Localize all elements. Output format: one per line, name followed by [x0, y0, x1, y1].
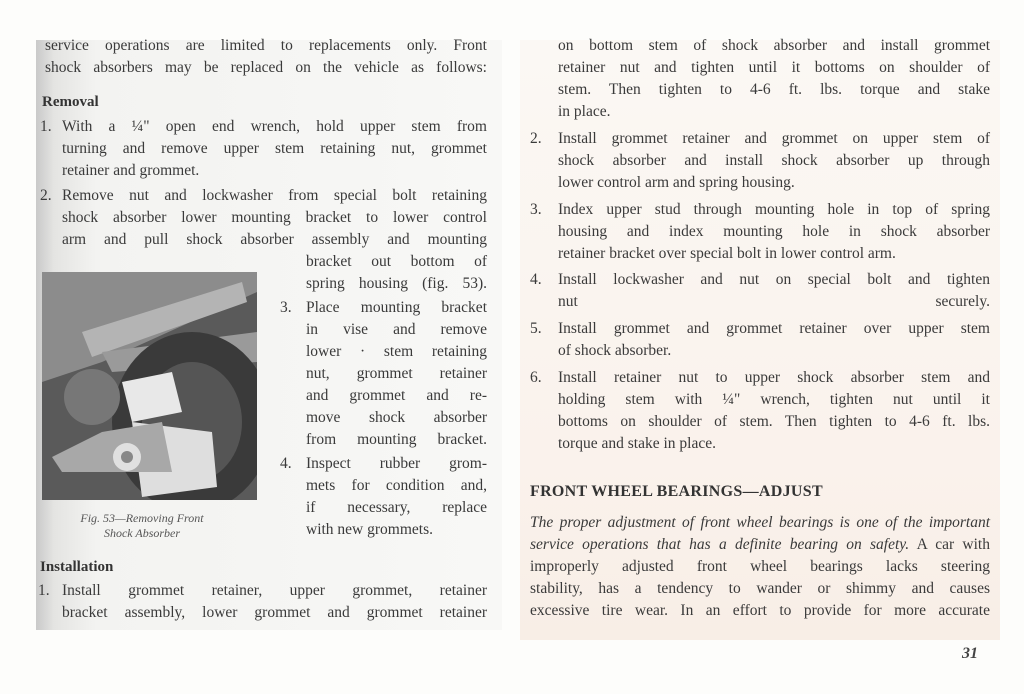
step-line: turning and remove upper stem retaining nut, grommet [62, 140, 487, 157]
step-line: bracket assembly, lower grommet and grommet retainer [62, 604, 487, 621]
step-line: housing and index mounting hole in shock absorber [558, 223, 990, 240]
intro-line: shock absorbers may be replaced on the vehicle as follows: [45, 59, 487, 76]
step-line: of shock absorber. [558, 342, 672, 359]
step-line: in vise and remove [306, 321, 487, 338]
step-line: Install lockwasher and nut on special bolt and tighten [558, 271, 990, 288]
page-number: 31 [962, 645, 978, 662]
paragraph-line [530, 536, 990, 554]
step-line: Install grommet and grommet retainer over upper stem [558, 320, 990, 337]
step-line: from mounting bracket. [306, 431, 487, 448]
step-line: Place mounting bracket [306, 299, 487, 316]
step-line: bracket out bottom of [306, 253, 487, 270]
step-number: 1. [38, 582, 50, 599]
figure-caption: Fig. 53—Removing Front [80, 511, 204, 525]
step-number: 4. [280, 455, 292, 472]
step-number: 4. [530, 271, 542, 288]
step-line: nut securely. [558, 293, 990, 310]
figure-caption: Shock Absorber [103, 526, 181, 540]
step-number: 6. [530, 369, 542, 386]
step-line: nut, grommet retainer [306, 365, 487, 382]
step-line: move shock absorber [306, 409, 487, 426]
figure-53-photo-removing-shock-absorber [42, 272, 257, 500]
step-line: Inspect rubber grom- [306, 455, 487, 472]
continued-line: retainer nut and tighten until it bottoms on shoulder of [558, 59, 990, 76]
step-line: lower control arm and spring housing. [558, 174, 795, 191]
step-line: bottoms on shoulder of stem. Then tighten to 4-6 ft. lbs. [558, 413, 990, 430]
step-line: shock absorber lower mounting bracket to lower control [62, 209, 487, 226]
continued-line: stem. Then tighten to 4-6 ft. lbs. torque and stake [558, 81, 990, 98]
step-line: Index upper stud through mounting hole in top of spring [558, 201, 990, 218]
step-line: Remove nut and lockwasher from special bolt retaining [62, 187, 487, 204]
step-line: Install grommet retainer and grommet on upper stem of [558, 130, 990, 147]
step-line: shock absorber and install shock absorber up through [558, 152, 990, 169]
step-line: holding stem with ¼" wrench, tighten nut until it [558, 391, 990, 408]
step-number: 1. [40, 118, 52, 135]
step-line: retainer and grommet. [62, 162, 200, 179]
intro-line: service operations are limited to replacements only. Front [45, 37, 487, 54]
step-number: 2. [530, 130, 542, 147]
step-line: and grommet and re- [306, 387, 487, 404]
removal-heading: Removal [42, 94, 99, 110]
step-line: torque and stake in place. [558, 435, 716, 452]
step-line: Install retainer nut to upper shock absorber stem and [558, 369, 990, 386]
step-line: lower · stem retaining [306, 343, 487, 360]
paragraph-line: improperly adjusted front wheel bearings lacks steering [530, 558, 990, 575]
continued-line: in place. [558, 103, 611, 120]
paragraph-line: stability, has a tendency to wander or shimmy and causes [530, 580, 990, 597]
step-line: retainer bracket over special bolt in lower control arm. [558, 245, 896, 262]
paragraph-line: excessive tire wear. In an effort to provide for more accurate [530, 602, 990, 619]
installation-heading: Installation [40, 559, 114, 575]
regular-text: A car with [916, 536, 990, 553]
step-number: 2. [40, 187, 52, 204]
step-line: spring housing (fig. 53). [306, 275, 487, 292]
step-line: With a ¼" open end wrench, hold upper stem from [62, 118, 487, 135]
step-line: arm and pull shock absorber assembly and mounting [62, 231, 487, 248]
step-number: 5. [530, 320, 542, 337]
step-number: 3. [280, 299, 292, 316]
step-line: Install grommet retainer, upper grommet, retainer [62, 582, 487, 599]
section-heading: FRONT WHEEL BEARINGS—ADJUST [530, 483, 823, 500]
continued-line: on bottom stem of shock absorber and install grommet [558, 37, 990, 54]
step-line: if necessary, replace [306, 499, 487, 516]
step-line: with new grommets. [306, 521, 433, 538]
italic-text: service operations that has a definite bearing on safety. [530, 536, 910, 553]
step-line: mets for condition and, [306, 477, 487, 494]
paragraph-line: The proper adjustment of front wheel bearings is one of the important [530, 514, 990, 531]
step-number: 3. [530, 201, 542, 218]
